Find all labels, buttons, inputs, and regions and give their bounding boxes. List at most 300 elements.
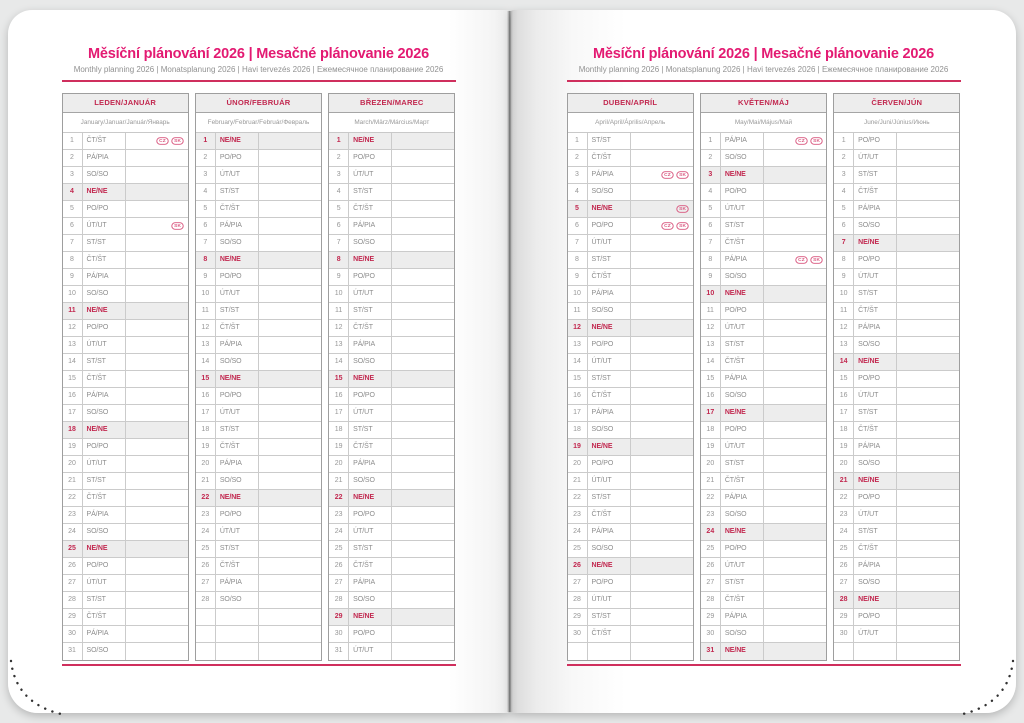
day-row — [63, 643, 188, 660]
notes-cell — [631, 150, 693, 166]
weekday-label: ČT/ŠT — [721, 473, 764, 489]
notes-cell — [126, 609, 188, 625]
month-subtitle-languages: May/Mai/Május/Май — [701, 113, 826, 133]
weekday-label: PO/PO — [349, 388, 392, 404]
notes-cell — [631, 320, 693, 336]
sk-holiday-icon: SK — [677, 222, 690, 230]
day-number: 9 — [63, 269, 83, 285]
notes-cell — [392, 456, 454, 472]
day-number: 2 — [834, 150, 854, 166]
weekday-label: ST/ST — [216, 541, 259, 557]
day-row — [701, 422, 826, 439]
day-number: 1 — [329, 133, 349, 149]
day-number: 16 — [701, 388, 721, 404]
weekday-label: PO/PO — [854, 252, 897, 268]
notes-cell — [764, 354, 826, 370]
weekday-label: ÚT/UT — [216, 405, 259, 421]
weekday-label: PO/PO — [854, 490, 897, 506]
weekday-label: SO/SO — [721, 626, 764, 642]
notes-cell — [897, 490, 959, 506]
day-row — [701, 524, 826, 541]
notes-cell — [392, 371, 454, 387]
notes-cell — [392, 133, 454, 149]
day-row — [63, 371, 188, 388]
weekday-label: PO/PO — [588, 575, 631, 591]
month-subtitle-languages: April/April/Április/Апрель — [568, 113, 693, 133]
day-row — [568, 592, 693, 609]
weekday-label: PO/PO — [349, 626, 392, 642]
day-number: 9 — [329, 269, 349, 285]
weekday-label: PÁ/PIA — [854, 201, 897, 217]
day-row — [63, 320, 188, 337]
day-row — [329, 592, 454, 609]
notes-cell — [631, 252, 693, 268]
day-number: 18 — [196, 422, 216, 438]
weekday-label: NE/NE — [854, 354, 897, 370]
notes-cell — [764, 456, 826, 472]
weekday-label: ČT/ŠT — [588, 150, 631, 166]
notes-cell — [126, 439, 188, 455]
day-number: 8 — [196, 252, 216, 268]
notes-cell — [897, 184, 959, 200]
weekday-label: SO/SO — [83, 405, 126, 421]
day-row — [196, 167, 321, 184]
weekday-label: SO/SO — [588, 422, 631, 438]
day-row — [196, 218, 321, 235]
notes-cell — [631, 439, 693, 455]
notes-cell — [897, 439, 959, 455]
notes-cell — [897, 167, 959, 183]
weekday-label: ST/ST — [349, 422, 392, 438]
notes-cell — [764, 592, 826, 608]
weekday-label: ST/ST — [588, 252, 631, 268]
notes-cell — [126, 575, 188, 591]
day-row — [196, 609, 321, 626]
notes-cell — [897, 558, 959, 574]
day-row — [196, 592, 321, 609]
day-row — [196, 473, 321, 490]
notes-cell — [126, 507, 188, 523]
notes-cell — [764, 252, 826, 268]
day-number: 25 — [834, 541, 854, 557]
day-number — [196, 609, 216, 625]
day-number: 13 — [63, 337, 83, 353]
day-row — [196, 388, 321, 405]
notes-cell — [631, 575, 693, 591]
day-number: 28 — [834, 592, 854, 608]
day-row — [63, 541, 188, 558]
weekday-label: NE/NE — [588, 439, 631, 455]
month-rows — [701, 133, 826, 660]
notes-cell — [764, 558, 826, 574]
day-number: 8 — [568, 252, 588, 268]
weekday-label: ÚT/UT — [83, 456, 126, 472]
right-page — [511, 10, 1016, 713]
day-row — [834, 507, 959, 524]
day-number: 26 — [329, 558, 349, 574]
day-row — [196, 456, 321, 473]
day-number: 21 — [701, 473, 721, 489]
day-number: 3 — [329, 167, 349, 183]
day-number: 22 — [701, 490, 721, 506]
day-row — [701, 371, 826, 388]
day-row — [196, 354, 321, 371]
notes-cell — [126, 371, 188, 387]
weekday-label: ÚT/UT — [349, 286, 392, 302]
notes-cell — [126, 558, 188, 574]
day-row — [834, 167, 959, 184]
notes-cell — [126, 201, 188, 217]
notes-cell — [631, 422, 693, 438]
notes-cell — [897, 371, 959, 387]
notes-cell — [126, 167, 188, 183]
weekday-label: ST/ST — [216, 184, 259, 200]
weekday-label: PO/PO — [721, 541, 764, 557]
weekday-label: ČT/ŠT — [216, 558, 259, 574]
notes-cell — [126, 286, 188, 302]
day-row — [329, 643, 454, 660]
day-number: 9 — [834, 269, 854, 285]
day-number: 29 — [701, 609, 721, 625]
cz-holiday-icon: CZ — [795, 256, 807, 264]
notes-cell — [764, 524, 826, 540]
day-number: 26 — [701, 558, 721, 574]
day-row — [701, 201, 826, 218]
notes-cell — [259, 371, 321, 387]
day-number: 16 — [568, 388, 588, 404]
weekday-label: PÁ/PIA — [854, 320, 897, 336]
day-number: 21 — [568, 473, 588, 489]
day-row — [568, 133, 693, 150]
notes-cell — [126, 422, 188, 438]
day-number: 18 — [834, 422, 854, 438]
day-row — [329, 252, 454, 269]
day-row — [568, 575, 693, 592]
day-row — [196, 558, 321, 575]
day-number: 29 — [834, 609, 854, 625]
day-number: 9 — [196, 269, 216, 285]
day-row — [63, 507, 188, 524]
day-row — [701, 626, 826, 643]
cz-holiday-icon: CZ — [795, 137, 807, 145]
month-name: ÚNOR/FEBRUÁR — [196, 94, 321, 113]
day-row — [63, 150, 188, 167]
day-number: 23 — [701, 507, 721, 523]
weekday-label: PO/PO — [588, 456, 631, 472]
day-number: 24 — [568, 524, 588, 540]
weekday-label: SO/SO — [588, 541, 631, 557]
notes-cell — [126, 303, 188, 319]
weekday-label: ČT/ŠT — [349, 439, 392, 455]
day-number: 27 — [196, 575, 216, 591]
day-row — [701, 558, 826, 575]
day-number: 28 — [63, 592, 83, 608]
day-row — [701, 541, 826, 558]
day-row — [701, 405, 826, 422]
weekday-label: PO/PO — [349, 507, 392, 523]
weekday-label: PÁ/PIA — [854, 558, 897, 574]
day-row — [329, 609, 454, 626]
day-number: 15 — [834, 371, 854, 387]
notes-cell — [897, 575, 959, 591]
day-row — [329, 558, 454, 575]
day-number: 16 — [834, 388, 854, 404]
day-row — [196, 252, 321, 269]
day-number: 29 — [63, 609, 83, 625]
day-number: 9 — [568, 269, 588, 285]
weekday-label: SO/SO — [854, 575, 897, 591]
day-row — [568, 490, 693, 507]
notes-cell — [631, 269, 693, 285]
day-number: 4 — [568, 184, 588, 200]
notes-cell — [631, 592, 693, 608]
notes-cell — [631, 490, 693, 506]
day-number: 4 — [701, 184, 721, 200]
day-number: 6 — [834, 218, 854, 234]
notes-cell — [631, 133, 693, 149]
weekday-label: ST/ST — [83, 235, 126, 251]
weekday-label: PÁ/PIA — [588, 286, 631, 302]
day-row — [568, 252, 693, 269]
day-row — [63, 184, 188, 201]
day-number: 17 — [63, 405, 83, 421]
sk-holiday-icon: SK — [172, 137, 185, 145]
weekday-label: ČT/ŠT — [588, 269, 631, 285]
notes-cell — [126, 592, 188, 608]
day-row — [196, 575, 321, 592]
notes-cell — [259, 150, 321, 166]
weekday-label — [588, 643, 631, 660]
day-row — [329, 337, 454, 354]
weekday-label: ÚT/UT — [588, 592, 631, 608]
day-row — [834, 286, 959, 303]
day-row — [568, 303, 693, 320]
day-number: 7 — [568, 235, 588, 251]
day-number: 26 — [834, 558, 854, 574]
day-number: 18 — [329, 422, 349, 438]
day-number: 15 — [196, 371, 216, 387]
cz-holiday-icon: CZ — [662, 222, 674, 230]
weekday-label: ST/ST — [588, 609, 631, 625]
months-grid-right — [567, 93, 961, 661]
notes-cell — [392, 507, 454, 523]
day-row — [568, 184, 693, 201]
month-rows — [196, 133, 321, 660]
day-number: 6 — [196, 218, 216, 234]
weekday-label: ST/ST — [588, 133, 631, 149]
day-row — [196, 235, 321, 252]
notes-cell — [259, 473, 321, 489]
day-number: 1 — [63, 133, 83, 149]
day-number: 8 — [329, 252, 349, 268]
weekday-label — [216, 609, 259, 625]
day-number: 4 — [834, 184, 854, 200]
day-number: 18 — [63, 422, 83, 438]
notes-cell — [126, 184, 188, 200]
weekday-label: SO/SO — [721, 507, 764, 523]
day-row — [329, 490, 454, 507]
weekday-label: PÁ/PIA — [721, 609, 764, 625]
notes-cell — [897, 286, 959, 302]
day-row — [196, 320, 321, 337]
weekday-label: SO/SO — [83, 286, 126, 302]
notes-cell — [764, 286, 826, 302]
day-number: 11 — [568, 303, 588, 319]
notes-cell — [897, 269, 959, 285]
notes-cell — [764, 422, 826, 438]
day-number: 12 — [63, 320, 83, 336]
day-number: 20 — [63, 456, 83, 472]
day-number: 4 — [196, 184, 216, 200]
day-number: 5 — [834, 201, 854, 217]
day-number: 24 — [196, 524, 216, 540]
day-number: 12 — [568, 320, 588, 336]
notes-cell — [126, 524, 188, 540]
day-number: 13 — [329, 337, 349, 353]
day-row — [834, 269, 959, 286]
day-number: 3 — [834, 167, 854, 183]
weekday-label: ST/ST — [721, 575, 764, 591]
day-row — [568, 456, 693, 473]
month-rows — [834, 133, 959, 660]
notes-cell — [631, 303, 693, 319]
day-row — [568, 150, 693, 167]
day-number: 10 — [196, 286, 216, 302]
day-row — [63, 456, 188, 473]
weekday-label: NE/NE — [721, 286, 764, 302]
day-row — [834, 252, 959, 269]
sk-holiday-icon: SK — [810, 256, 823, 264]
day-number: 23 — [568, 507, 588, 523]
weekday-label — [216, 643, 259, 660]
weekday-label: PO/PO — [721, 303, 764, 319]
weekday-label: PÁ/PIA — [83, 269, 126, 285]
notes-cell — [392, 337, 454, 353]
notes-cell — [764, 320, 826, 336]
day-row — [329, 626, 454, 643]
day-number: 23 — [63, 507, 83, 523]
weekday-label: NE/NE — [854, 473, 897, 489]
notes-cell — [259, 337, 321, 353]
header-rule — [567, 80, 961, 82]
day-number: 12 — [196, 320, 216, 336]
notes-cell — [126, 269, 188, 285]
notes-cell — [126, 337, 188, 353]
day-row — [701, 388, 826, 405]
day-row — [63, 303, 188, 320]
month-name: BŘEZEN/MAREC — [329, 94, 454, 113]
day-number: 14 — [63, 354, 83, 370]
day-number: 31 — [701, 643, 721, 660]
notes-cell — [631, 626, 693, 642]
notes-cell — [259, 609, 321, 625]
weekday-label: ÚT/UT — [854, 507, 897, 523]
weekday-label: ČT/ŠT — [83, 490, 126, 506]
notes-cell — [764, 643, 826, 660]
day-number: 30 — [834, 626, 854, 642]
day-number: 3 — [568, 167, 588, 183]
day-number: 8 — [701, 252, 721, 268]
day-number: 5 — [701, 201, 721, 217]
day-number: 6 — [701, 218, 721, 234]
day-number: 25 — [568, 541, 588, 557]
notes-cell — [631, 405, 693, 421]
day-row — [568, 286, 693, 303]
notes-cell — [392, 235, 454, 251]
day-row — [196, 524, 321, 541]
notes-cell — [259, 354, 321, 370]
day-row — [63, 218, 188, 235]
notes-cell — [126, 405, 188, 421]
weekday-label: ČT/ŠT — [588, 507, 631, 523]
day-number: 12 — [834, 320, 854, 336]
day-row — [63, 575, 188, 592]
day-number: 5 — [63, 201, 83, 217]
notes-cell — [259, 422, 321, 438]
day-number: 2 — [329, 150, 349, 166]
page-title: Měsíční plánování 2026 | Mesačné plánovanie 2026 — [592, 46, 934, 62]
notes-cell — [897, 609, 959, 625]
day-number: 4 — [63, 184, 83, 200]
weekday-label: ÚT/UT — [349, 643, 392, 660]
weekday-label: ÚT/UT — [349, 405, 392, 421]
weekday-label: ÚT/UT — [83, 218, 126, 234]
weekday-label: ÚT/UT — [854, 150, 897, 166]
notes-cell — [392, 609, 454, 625]
day-number: 25 — [63, 541, 83, 557]
day-row — [568, 371, 693, 388]
weekday-label: ČT/ŠT — [83, 133, 126, 149]
day-row — [63, 337, 188, 354]
day-row — [329, 320, 454, 337]
day-row — [196, 201, 321, 218]
day-row — [63, 252, 188, 269]
day-row — [329, 235, 454, 252]
day-row — [196, 269, 321, 286]
weekday-label: ST/ST — [349, 303, 392, 319]
day-row — [568, 643, 693, 660]
day-row — [834, 609, 959, 626]
day-row — [834, 473, 959, 490]
notes-cell — [764, 184, 826, 200]
notes-cell — [897, 507, 959, 523]
day-row — [329, 524, 454, 541]
day-number: 11 — [329, 303, 349, 319]
notes-cell — [897, 456, 959, 472]
day-row — [568, 558, 693, 575]
day-number: 21 — [196, 473, 216, 489]
notes-cell — [631, 456, 693, 472]
day-row — [63, 235, 188, 252]
day-number: 10 — [568, 286, 588, 302]
weekday-label — [216, 626, 259, 642]
weekday-label: PÁ/PIA — [216, 575, 259, 591]
day-number: 17 — [568, 405, 588, 421]
notes-cell — [259, 184, 321, 200]
weekday-label: NE/NE — [588, 558, 631, 574]
notes-cell — [631, 388, 693, 404]
notes-cell — [259, 456, 321, 472]
weekday-label: ST/ST — [349, 184, 392, 200]
notes-cell — [631, 235, 693, 251]
day-row — [568, 320, 693, 337]
day-row — [834, 184, 959, 201]
notes-cell — [259, 405, 321, 421]
day-number: 10 — [329, 286, 349, 302]
weekday-label: ÚT/UT — [216, 286, 259, 302]
day-number: 21 — [329, 473, 349, 489]
weekday-label: PO/PO — [216, 507, 259, 523]
